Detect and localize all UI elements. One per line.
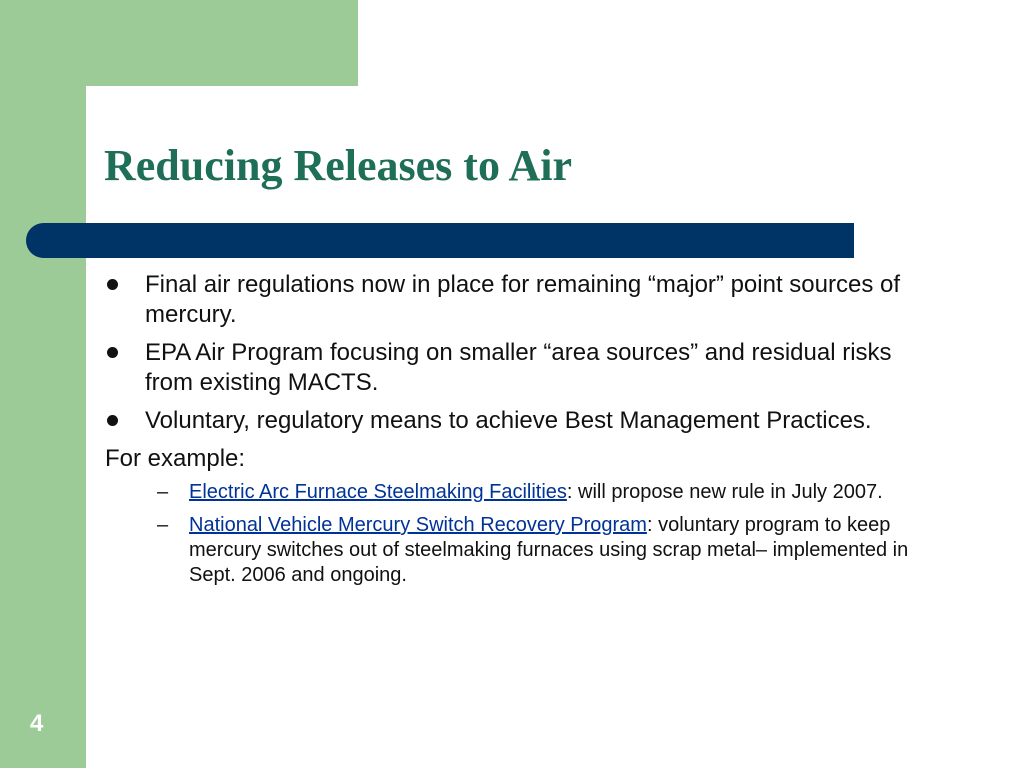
sub-item-text: : will propose new rule in July 2007. — [566, 481, 883, 503]
green-side-band — [0, 0, 86, 768]
bullet-dot-icon — [107, 279, 118, 290]
dash-icon: – — [157, 514, 169, 536]
title-underline-bar — [26, 223, 854, 258]
slide-title: Reducing Releases to Air — [104, 141, 573, 190]
green-top-band — [0, 0, 358, 86]
bullet-text: Voluntary, regulatory means to achieve Best Management Practices. — [145, 407, 872, 434]
bullet-text: EPA Air Program focusing on smaller “area sources” and residual risks from existing MACTS. — [145, 339, 892, 396]
for-example-label: For example: — [105, 445, 246, 472]
bullet-item — [105, 270, 925, 330]
dash-icon: – — [157, 481, 169, 503]
bullet-text: Final air regulations now in place for remaining “major” point sources of mercury. — [145, 271, 901, 328]
sub-item — [105, 480, 925, 505]
bullet-item — [105, 338, 925, 398]
slide-body — [105, 270, 925, 596]
bullet-dot-icon — [107, 347, 118, 358]
bullet-dot-icon — [107, 415, 118, 426]
sub-item — [105, 513, 925, 588]
bullet-item — [105, 406, 925, 436]
mercury-switch-program-link[interactable]: National Vehicle Mercury Switch Recovery Program — [189, 514, 647, 536]
eaf-steelmaking-link[interactable]: Electric Arc Furnace Steelmaking Facilities — [189, 481, 567, 503]
sub-item-text: : voluntary program to keep mercury switches out of steelmaking furnaces using scrap metal– implemented in Sept. 2006 and ongoing. — [189, 514, 909, 586]
slide-number: 4 — [30, 710, 44, 737]
